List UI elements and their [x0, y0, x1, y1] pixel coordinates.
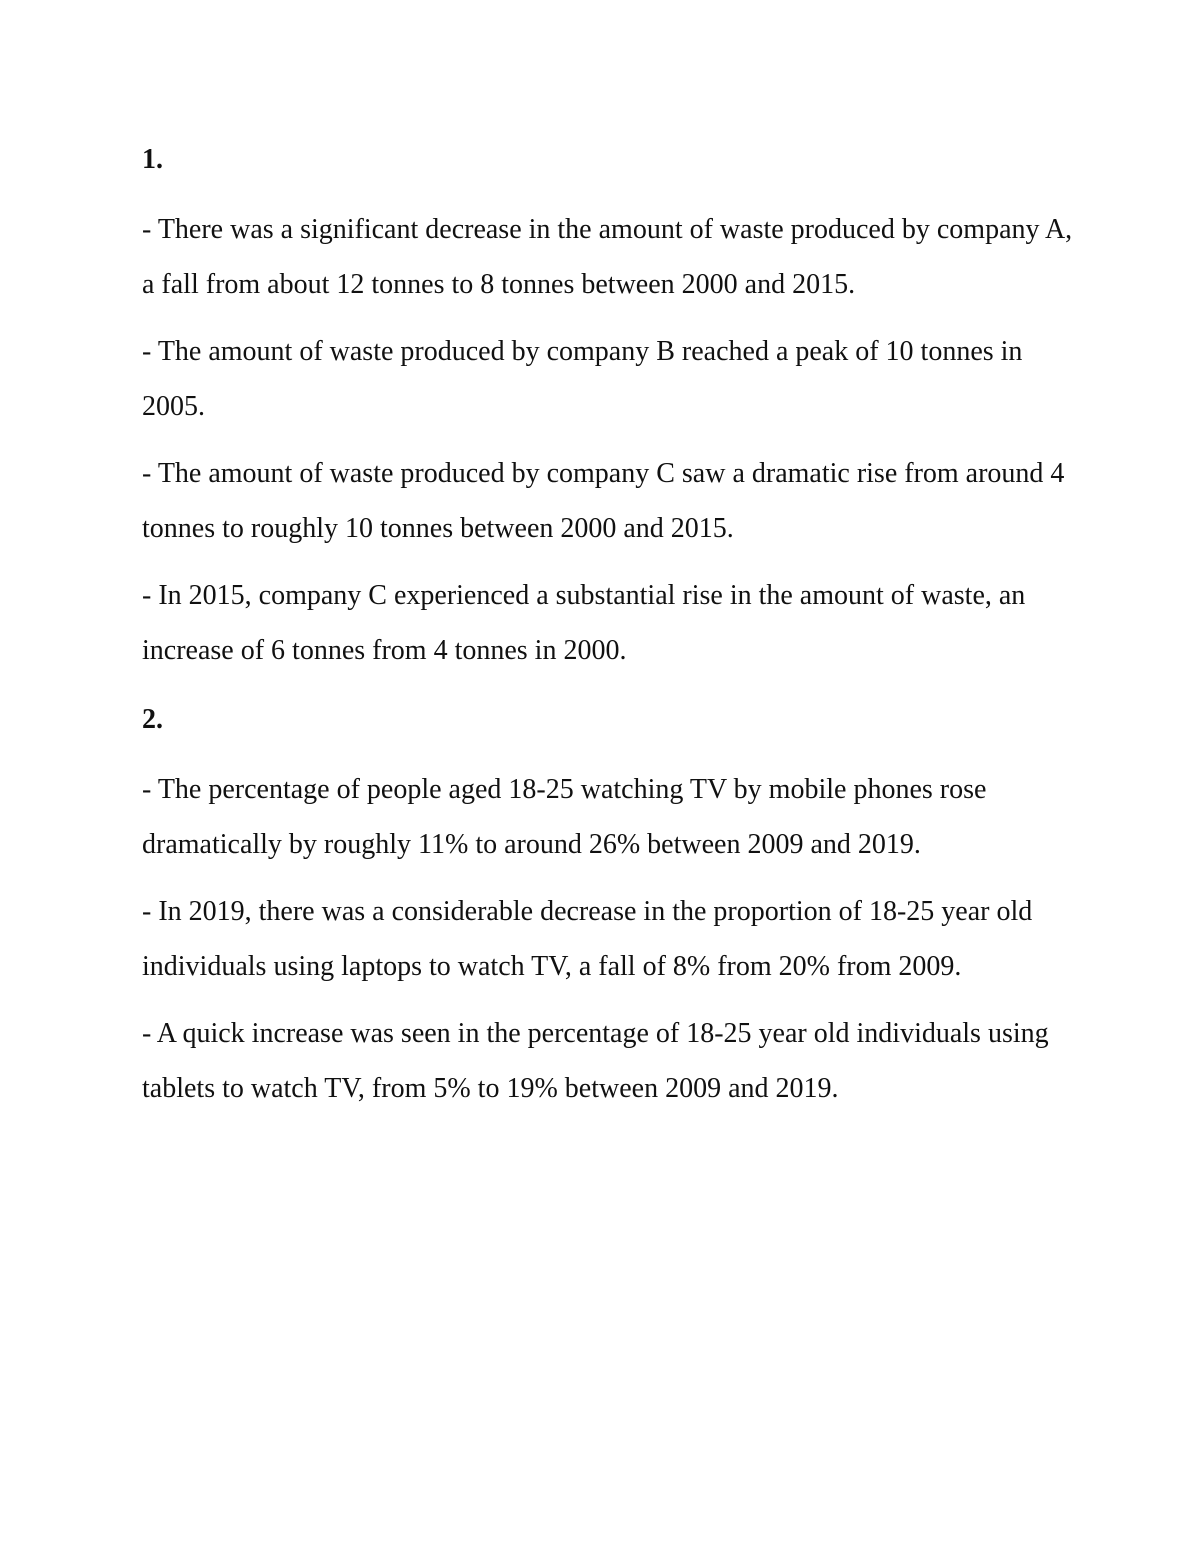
- bullet-paragraph: - In 2019, there was a considerable decrease in the proportion of 18-25 year old individuals using laptops to watch TV, a fall of 8% from 20% from 2009.: [142, 896, 1033, 982]
- section-1: [142, 140, 1082, 678]
- bullet-paragraph: - The amount of waste produced by company B reached a peak of 10 tonnes in 2005.: [142, 336, 1023, 422]
- bullet-paragraph: - In 2015, company C experienced a substantial rise in the amount of waste, an increase of 6 tonnes from 4 tonnes in 2000.: [142, 580, 1026, 666]
- bullet-paragraph: - A quick increase was seen in the percentage of 18-25 year old individuals using tablets to watch TV, from 5% to 19% between 2009 and 2019.: [142, 1018, 1049, 1104]
- section-2: [142, 700, 1082, 1116]
- bullet-paragraph: - There was a significant decrease in the amount of waste produced by company A, a fall from about 12 tonnes to 8 tonnes between 2000 and 2015.: [142, 214, 1073, 300]
- document-body: [142, 140, 1082, 1128]
- bullet-paragraph: - The percentage of people aged 18-25 watching TV by mobile phones rose dramatically by roughly 11% to around 26% between 2009 and 2019.: [142, 774, 987, 860]
- bullet-paragraph: - The amount of waste produced by company C saw a dramatic rise from around 4 tonnes to roughly 10 tonnes between 2000 and 2015.: [142, 458, 1065, 544]
- section-number: 2.: [142, 704, 163, 735]
- section-number: 1.: [142, 144, 163, 175]
